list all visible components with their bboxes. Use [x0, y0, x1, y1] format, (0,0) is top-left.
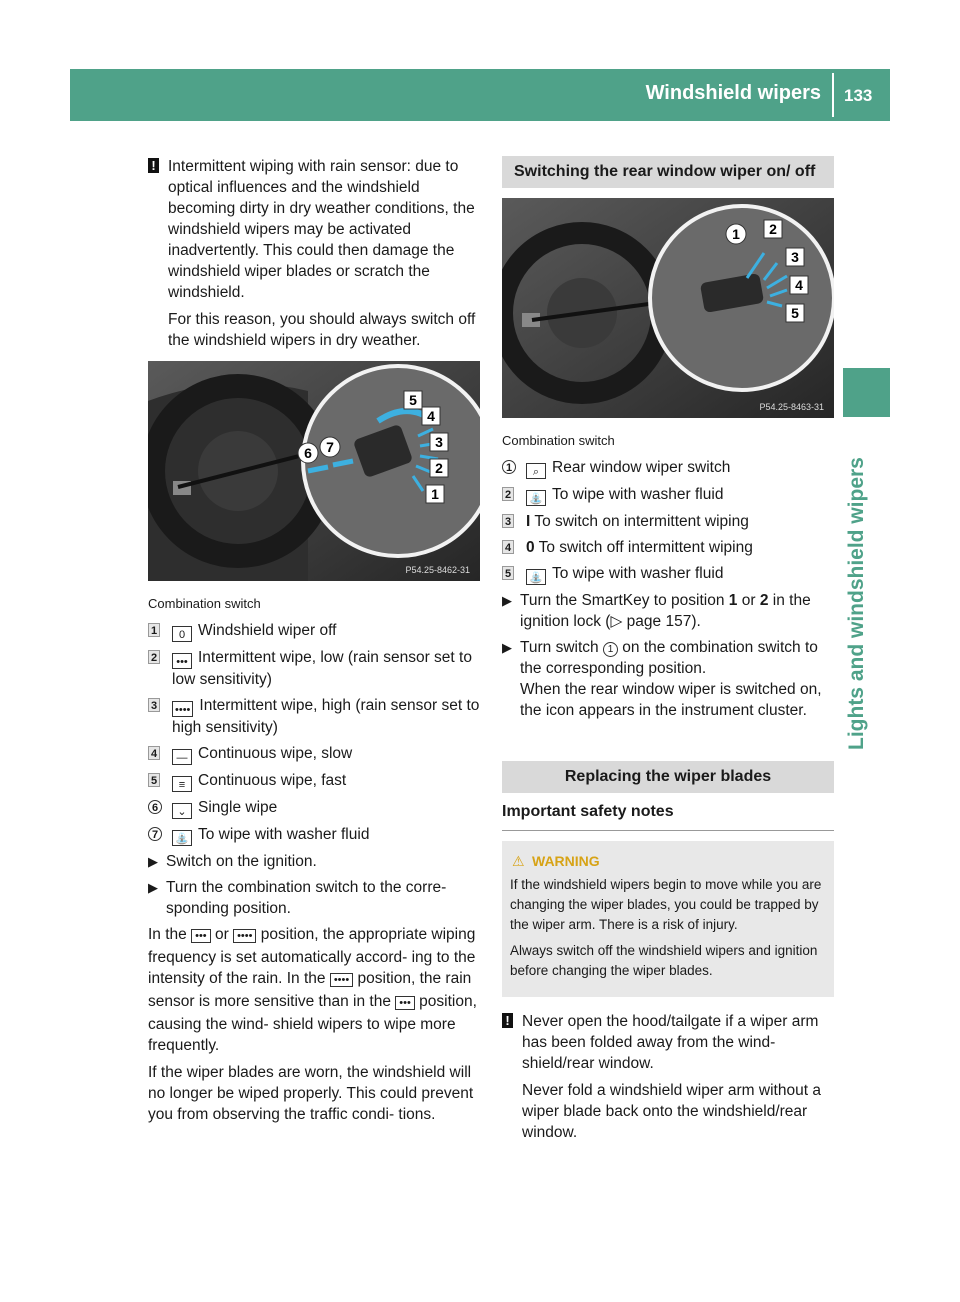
- warning-title: ⚠ WARNING: [512, 853, 600, 869]
- step-arrow-icon: ▶: [502, 593, 512, 608]
- figure-callout: 2: [769, 221, 777, 237]
- figure-callout: 5: [409, 392, 417, 408]
- legend-item: 3 •••• Intermittent wipe, high (rain sensor set to high sensitivity): [148, 695, 480, 738]
- rear-wiper-icon: ⌕: [526, 463, 546, 479]
- header-divider: [832, 73, 834, 117]
- instruction-step: ▶ Turn the combination switch to the corre- sponding position.: [148, 879, 447, 917]
- exclamation-icon: !: [148, 158, 159, 173]
- legend-item: 7 ⛲ To wipe with washer fluid: [148, 824, 480, 846]
- dashboard-illustration: [502, 198, 834, 418]
- warning-triangle-icon: ⚠: [512, 853, 525, 869]
- intermittent-high-icon: ••••: [233, 929, 256, 943]
- body-paragraph: If the wiper blades are worn, the windshield will no longer be wiped properly. This could prevent you from observing the traffic condi- tions.: [148, 1064, 474, 1123]
- caution-note: [148, 156, 480, 351]
- legend-item: 2 ••• Intermittent wipe, low (rain sensor set to low sensitivity): [148, 647, 480, 690]
- chapter-marker: [843, 368, 890, 417]
- washer-fluid-icon: ⛲: [172, 830, 192, 846]
- figure-callout: 5: [791, 305, 799, 321]
- exclamation-icon: !: [502, 1013, 513, 1028]
- intermittent-high-icon: ••••: [172, 701, 193, 717]
- body-paragraph: In the ••• or •••• position, the appropriate wiping frequency is set automatically accord- ing to the intensity of the rain. In the •••• position, the rain sensor is more sensitive than in the ••• position, causing the wind- shield wipers to wipe more frequently.: [148, 926, 477, 1054]
- note-paragraph: Never fold a windshield wiper arm without a wiper blade back onto the windshield/rear window.: [522, 1082, 821, 1141]
- continuous-fast-icon: ≡: [172, 776, 192, 792]
- section-heading: Replacing the wiper blades: [502, 761, 834, 793]
- intermittent-low-icon: •••: [172, 653, 192, 669]
- legend-item: 6 ⌄ Single wipe: [148, 797, 480, 819]
- intermittent-low-icon: •••: [191, 929, 211, 943]
- figure-callout: 1: [431, 486, 439, 502]
- legend-item: 2 ⛲ To wipe with washer fluid: [502, 484, 834, 506]
- figure-callout: 1: [732, 226, 740, 242]
- figure-callout: 3: [435, 434, 443, 450]
- page-number: 133: [844, 86, 873, 105]
- section-heading: Switching the rear window wiper on/ off: [502, 156, 834, 188]
- wiper-off-icon: 0: [172, 626, 192, 642]
- washer-fluid-icon: ⛲: [526, 490, 546, 506]
- right-column: [502, 156, 834, 1151]
- figure-callout: 4: [795, 277, 803, 293]
- left-column: [148, 156, 480, 1131]
- continuous-slow-icon: —: [172, 749, 192, 765]
- figure-code: P54.25-8463-31: [759, 402, 824, 412]
- legend-item: 3 I To switch on intermittent wiping: [502, 511, 834, 532]
- instruction-step: ▶ Switch on the ignition.: [148, 853, 317, 870]
- legend-item: 1 ⌕ Rear window wiper switch: [502, 457, 834, 479]
- instruction-step: ▶ Turn the SmartKey to position 1 or 2 in the ignition lock (▷ page 157).: [502, 592, 811, 630]
- figure-callout: 2: [435, 460, 443, 476]
- dashboard-illustration: [148, 361, 480, 581]
- warning-text: Always switch off the windshield wipers and ignition before changing the wiper blades.: [510, 943, 818, 978]
- figure-callout: 4: [427, 408, 435, 424]
- combination-switch-photo: [148, 361, 480, 581]
- caution-note: [502, 1011, 834, 1143]
- note-paragraph: Intermittent wiping with rain sensor: due to optical influences and the windshield becoming dirty in dry weather conditions, the windshield wipers may be activated inadvertently. This could then damage the windshield wiper blades or scratch the windshield.: [168, 158, 475, 301]
- rear-wiper-switch-photo: [502, 198, 834, 418]
- figure-code: P54.25-8462-31: [405, 565, 470, 575]
- figure-caption: Combination switch: [502, 433, 615, 448]
- instruction-step: ▶ Turn switch 1 on the combination switch to the corresponding position. When the rear window wiper is switched on, the icon appears in the instrument cluster.: [502, 637, 834, 721]
- legend-item: 4 — Continuous wipe, slow: [148, 743, 480, 765]
- figure-callout: 6: [304, 445, 312, 461]
- intermittent-high-icon: ••••: [330, 973, 353, 987]
- warning-text: If the windshield wipers begin to move while you are changing the wiper blades, you could be trapped by the wiper arm. There is a risk of injury.: [510, 877, 822, 932]
- callout-1-icon: 1: [603, 642, 618, 657]
- warning-box: [502, 841, 834, 997]
- figure-caption: Combination switch: [148, 596, 261, 611]
- legend-item: 5 ⛲ To wipe with washer fluid: [502, 563, 834, 585]
- legend-item: 1 0 Windshield wiper off: [148, 620, 480, 642]
- subsection-heading: Important safety notes: [502, 801, 834, 831]
- figure-callout: 7: [326, 439, 334, 455]
- figure-callout: 3: [791, 249, 799, 265]
- chapter-tab-label: Lights and windshield wipers: [845, 457, 868, 750]
- step-arrow-icon: ▶: [502, 640, 512, 655]
- step-detail: When the rear window wiper is switched on, the icon appears in the instrument cluster.: [520, 681, 822, 719]
- note-paragraph: For this reason, you should always switch off the windshield wipers in dry weather.: [168, 311, 476, 349]
- step-arrow-icon: ▶: [148, 854, 158, 869]
- intermittent-low-icon: •••: [395, 996, 415, 1010]
- legend-item: 5 ≡ Continuous wipe, fast: [148, 770, 480, 792]
- page-title: Windshield wipers: [645, 82, 821, 104]
- single-wipe-icon: ⌄: [172, 803, 192, 819]
- legend-item: 4 0 To switch off intermittent wiping: [502, 537, 834, 558]
- note-paragraph: Never open the hood/tailgate if a wiper arm has been folded away from the wind- shield/rear window.: [522, 1013, 819, 1072]
- washer-fluid-icon: ⛲: [526, 569, 546, 585]
- step-arrow-icon: ▶: [148, 880, 158, 895]
